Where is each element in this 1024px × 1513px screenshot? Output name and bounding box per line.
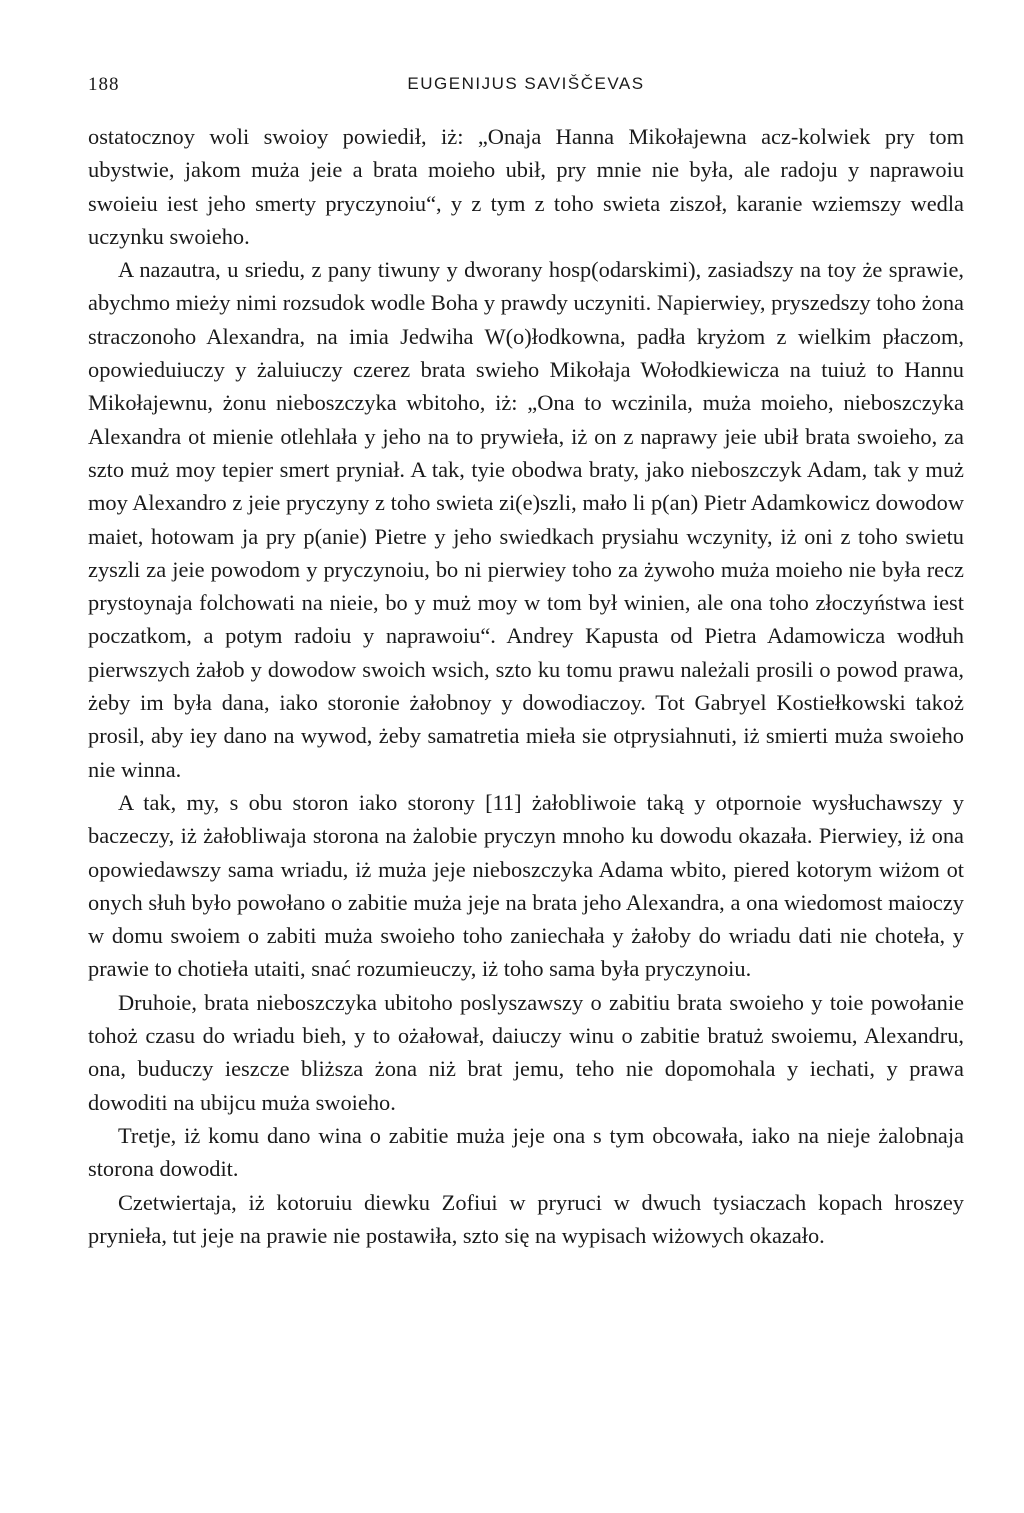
book-page xyxy=(88,70,964,1252)
running-title: EUGENIJUS SAVIŠČEVAS xyxy=(407,74,645,93)
paragraph: Tretje, iż komu dano wina o zabitie muża jeje ona s tym obcowała, iako na nieje żalobnaja storona dowodit. xyxy=(88,1122,964,1182)
paragraph: A nazautra, u sriedu, z pany tiwuny y dworany hosp(odarskimi), zasiadszy na toy że sprawie, abychmo mieży nimi rozsudok wodle Boha y prawdy uczyniti. Napierwiey, pryszedszy toho żona straczonoho Alexandra, na imia Jedwiha W(o)łodkowna, padła kryżom z wielkim płaczom, opowieduiuczy y żaluiuczy czerez brata swieho Mikołaja Wołodkiewicza na tuiuż to Hannu Mikołajewnu, żonu nieboszczyka wbitoho, iż: „Ona to wczinila, muża moieho, nieboszczyka Alexandra ot mienie otlehlała y jeho na to prywieła, iż on z naprawy jeie ubił brata swoieho, za szto muż moy tepier smert pryniał. A tak, tyie obodwa braty, jako nieboszczyk Adam, tak y muż moy Alexandro z jeie pryczyny z toho swieta zi(e)szli, mało li p(an) Pietr Adamkowicz dowodow maiet, hotowam ja pry p(anie) Pietre y jeho swiedkach prysiahu wczynity, iż oni z toho swietu zyszli za jeie powodom y pryczynoiu, bo ni pierwiey toho za żywoho muża moieho nie była recz prystoynaja folchowati na nieie, bo y muż moy w tom był winien, ale ona toho złoczyństwa iest poczatkom, a potym radoiu y naprawoiu“. Andrey Kapusta od Pietra Adamowicza wodłuh pierwszych żałob y dowodow swoich wsich, szto ku tomu prawu należali prosili o powod prawa, żeby im była dana, iako storonie żałobnoy y dowodiaczoy. Tot Gabryel Kostiełkowski takoż prosil, aby iey dano na wywod, żeby samatretia mieła sie otprysiahnuti, iż smierti muża swoieho nie winna. xyxy=(88,257,964,782)
page-number: 188 xyxy=(88,74,120,95)
paragraph: A tak, my, s obu storon iako storony [11] żałobliwoie taką y otpornoie wysłuchawszy y baczeczy, iż żałobliwaja storona na żalobie pryczyn mnoho ku dowodu okazała. Pierwiey, iż ona opowiedawszy sama wriadu, iż muża jeje nieboszczyka Adama wbito, piered kotorym wiżom ot onych słuh było powołano o zabitie muża jeje na brata jeho Alexandra, a ona wiedomost maioczy w domu swoiem o zabiti muża swoieho toho zaniechała y żałoby do wriadu dati nie choteła, y prawie to chotieła utaiti, snać rozumieuczy, iż toho sama była pryczynoiu. xyxy=(88,789,964,982)
paragraph: Czetwiertaja, iż kotoruiu diewku Zofiui w pryruci w dwuch tysiaczach kopach hroszey prynieła, tut jeje na prawie nie postawiła, szto się na wypisach wiżowych okazało. xyxy=(88,1189,964,1248)
page-header xyxy=(88,70,964,106)
paragraph: Druhoie, brata nieboszczyka ubitoho poslyszawszy o zabitiu brata swoieho y toie powołanie tohoż czasu do wriadu bieh, y to ożałował, daiuczy winu o zabitie bratuż swoiemu, Alexandru, ona, buduczy ieszcze bliższa żona niż brat jemu, teho nie dopomohala y iechati, y prawa dowoditi na ubijcu muża swoieho. xyxy=(88,989,964,1115)
body-text xyxy=(88,120,964,1252)
paragraph: ostatocznoy woli swoioy powiedił, iż: „Onaja Hanna Mikołajewna acz-kolwiek pry tom ubystwie, jakom muża jeie a brata moieho ubił, pry mnie nie była, ale radoju y naprawoiu swoieiu iest jeho smerty pryczynoiu“, y z tym z toho swieta ziszoł, karanie wziemszy wedla uczynku swoieho. xyxy=(88,124,964,249)
